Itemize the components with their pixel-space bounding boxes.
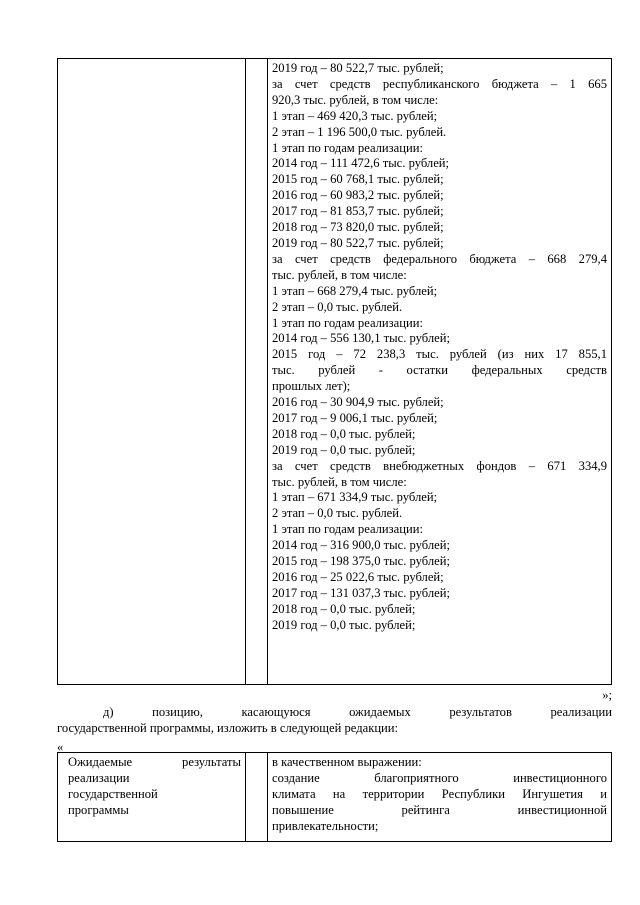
text-line: 1 этап по годам реализации: xyxy=(272,522,423,537)
empty-spacer-cell xyxy=(246,753,268,842)
text-line: за счет средств федерального бюджета – 668 279,4 xyxy=(272,251,607,266)
text-line: климата на территории Республики Ингушетия и xyxy=(272,786,607,801)
text-line: Ожидаемые результаты xyxy=(68,755,241,769)
text-line: 1 этап по годам реализации: xyxy=(272,140,423,155)
text-line: 2018 год – 0,0 тыс. рублей; xyxy=(272,601,416,616)
text-line: 2017 год – 9 006,1 тыс. рублей; xyxy=(272,410,438,425)
text-line: 2019 год – 80 522,7 тыс. рублей; xyxy=(272,235,444,250)
text-line: 2016 год – 30 904,9 тыс. рублей; xyxy=(272,395,444,410)
text-line: 1 этап – 668 279,4 тыс. рублей; xyxy=(272,283,438,298)
text-line: 920,3 тыс. рублей, в том числе: xyxy=(272,92,439,107)
text-line: реализации xyxy=(68,770,130,785)
paragraph-line: д) позицию, касающуюся ожидаемых результатов реализации xyxy=(103,705,612,719)
text-line: 2014 год – 556 130,1 тыс. рублей; xyxy=(272,331,450,346)
expected-results-table xyxy=(57,752,612,842)
empty-spacer-cell xyxy=(246,59,268,685)
text-line: за счет средств республиканского бюджета – 1 665 xyxy=(272,76,607,91)
text-line: 2015 год – 72 238,3 тыс. рублей (из них 17 855,1 xyxy=(272,347,607,362)
text-line: 2019 год – 0,0 тыс. рублей; xyxy=(272,617,416,632)
label-lines xyxy=(58,753,245,819)
text-line: 2014 год – 316 900,0 тыс. рублей; xyxy=(272,538,450,553)
closing-quote: »; xyxy=(602,688,612,702)
text-line: 2 этап – 0,0 тыс. рублей. xyxy=(272,299,403,314)
text-line: в качественном выражении: xyxy=(272,755,422,769)
table-row xyxy=(58,59,612,685)
text-line: прошлых лет); xyxy=(272,379,351,394)
text-line: 2 этап – 0,0 тыс. рублей. xyxy=(272,506,403,521)
text-line: 2014 год – 111 472,6 тыс. рублей; xyxy=(272,156,450,171)
text-line: за счет средств внебюджетных фондов – 671 334,9 xyxy=(272,458,607,473)
text-line: 2015 год – 198 375,0 тыс. рублей; xyxy=(272,554,450,569)
text-line: 2019 год – 80 522,7 тыс. рублей; xyxy=(272,61,444,75)
funding-details-cell xyxy=(268,59,612,685)
text-line: 2016 год – 25 022,6 тыс. рублей; xyxy=(272,570,444,584)
text-line: 1 этап по годам реализации: xyxy=(272,315,423,330)
text-line: повышение рейтинга инвестиционной xyxy=(272,802,607,817)
text-line: тыс. рублей, в том числе: xyxy=(272,474,407,489)
paragraph-line: государственной программы, изложить в следующей редакции: xyxy=(57,721,399,735)
funding-table xyxy=(57,58,612,685)
value-lines xyxy=(268,753,611,835)
amendment-paragraph xyxy=(57,704,612,736)
text-line: 2015 год – 60 768,1 тыс. рублей; xyxy=(272,172,444,187)
text-line: привлекательности; xyxy=(272,818,379,833)
funding-lines xyxy=(268,59,611,634)
text-line: создание благоприятного инвестиционного xyxy=(272,770,607,785)
expected-results-value-cell xyxy=(268,753,612,842)
text-line: государственной xyxy=(68,786,158,801)
text-line: 2017 год – 81 853,7 тыс. рублей; xyxy=(272,204,444,219)
text-line: 1 этап – 671 334,9 тыс. рублей; xyxy=(272,490,438,505)
text-line: 2 этап – 1 196 500,0 тыс. рублей. xyxy=(272,124,447,139)
text-line: 1 этап – 469 420,3 тыс. рублей; xyxy=(272,108,438,123)
text-line: тыс. рублей - остатки федеральных средств xyxy=(272,363,607,378)
expected-results-label-cell xyxy=(58,753,246,842)
text-line: программы xyxy=(68,802,129,817)
opening-quote: « xyxy=(57,740,64,754)
empty-label-cell xyxy=(58,59,246,685)
text-line: 2017 год – 131 037,3 тыс. рублей; xyxy=(272,585,450,600)
text-line: 2019 год – 0,0 тыс. рублей; xyxy=(272,442,416,457)
text-line: 2018 год – 73 820,0 тыс. рублей; xyxy=(272,220,444,235)
text-line: 2018 год – 0,0 тыс. рублей; xyxy=(272,426,416,441)
table-row xyxy=(58,753,612,842)
text-line: 2016 год – 60 983,2 тыс. рублей; xyxy=(272,188,444,203)
text-line: тыс. рублей, в том числе: xyxy=(272,267,407,282)
